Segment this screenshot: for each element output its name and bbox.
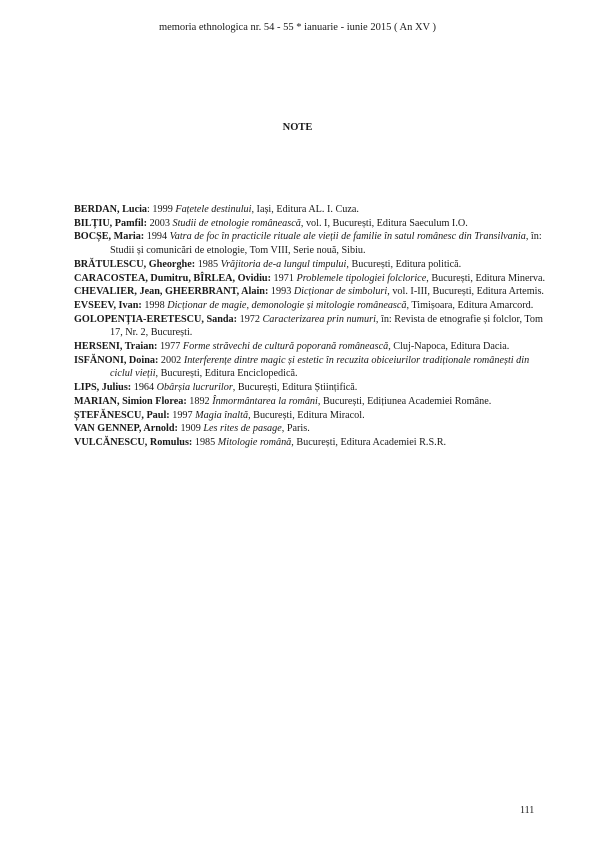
bibliography-entry [74, 217, 554, 231]
entry-publication: , București, Editura Minerva. [426, 272, 546, 284]
entry-author: EVSEEV, Ivan: [74, 299, 142, 311]
bibliography-entry [74, 258, 554, 272]
entry-publication: , București, Editura Științifică. [232, 382, 358, 394]
entry-publication: , Iași, Editura AL. I. Cuza. [251, 204, 359, 215]
entry-title: Vrăjitoria de-a lungul timpului [220, 258, 347, 270]
bibliography-entry [74, 436, 554, 450]
bibliography-entry [74, 272, 554, 286]
entry-author: CARACOSTEA, Dumitru, BÎRLEA, Ovidiu: [74, 272, 271, 284]
running-header: memoria ethnologica nr. 54 - 55 * ianuarie - iunie 2015 ( An XV ) [158, 22, 437, 33]
entry-title: Les rites de pasage [203, 423, 282, 435]
entry-author: BERDAN, Lucia [74, 204, 148, 215]
entry-year: : 1999 [147, 204, 176, 215]
entry-year: 2002 [158, 354, 184, 366]
entry-year: 1985 [192, 436, 218, 448]
bibliography-entry [74, 299, 554, 313]
entry-title: Studii de etnologie românească [172, 217, 301, 229]
entry-publication: , vol. I-III, București, Editura Artemis. [387, 286, 544, 298]
entry-publication: , București, Editura Miracol. [248, 409, 365, 421]
bibliography-entry [74, 422, 554, 436]
entry-author: GOLOPENȚIA-ERETESCU, Sanda: [74, 313, 238, 325]
entry-title: Fațetele destinului [175, 204, 252, 215]
entry-title: Dicționar de magie, demonologie și mitologie românească [167, 299, 407, 311]
entry-year: 1997 [169, 409, 196, 421]
entry-publication: , Cluj-Napoca, Editura Dacia. [388, 341, 510, 353]
entry-year: 1998 [141, 299, 168, 311]
entry-title: Forme străvechi de cultură poporană românească [182, 341, 389, 353]
entry-year: 1971 [271, 272, 297, 284]
entry-title: Caracterizarea prin numuri [262, 313, 376, 325]
entry-author: CHEVALIER, Jean, GHEERBRANT, Alain: [74, 286, 269, 298]
entry-publication: , Timișoara, Editura Amarcord. [406, 299, 534, 311]
entry-author: BOCȘE, Maria: [74, 231, 145, 243]
bibliography-entry [74, 354, 554, 381]
entry-year: 1892 [186, 395, 213, 407]
entry-publication: , București, Editura politică. [346, 258, 462, 270]
bibliography-entry [74, 409, 554, 423]
entry-title: Problemele tipologiei folclorice [296, 272, 427, 284]
entry-publication: , București, Edițiunea Academiei Române. [317, 395, 492, 407]
entry-publication: , vol. I, București, Editura Saeculum I.O. [300, 217, 468, 229]
bibliography-entry [74, 203, 554, 217]
bibliography-list [74, 203, 554, 450]
entry-author: BRĂTULESCU, Gheorghe: [74, 258, 196, 270]
section-title: NOTE [282, 122, 313, 133]
entry-title: Mitologie română [217, 436, 292, 448]
entry-year: 2003 [147, 217, 173, 229]
bibliography-entry [74, 230, 554, 257]
entry-publication: , în: Studii și comunicări de etnologie, Tom VIII, Serie nouă, Sibiu. [110, 231, 542, 257]
entry-author: HERSENI, Traian: [74, 341, 158, 353]
entry-author: LIPS, Julius: [74, 382, 132, 394]
entry-title: Obârșia lucrurilor [156, 382, 233, 394]
entry-author: VULCĂNESCU, Romulus: [74, 436, 193, 448]
entry-publication: , în: Revista de etnografie și folclor, Tom 17, Nr. 2, București. [110, 313, 543, 339]
entry-author: VAN GENNEP, Arnold: [74, 423, 178, 435]
entry-author: ȘTEFĂNESCU, Paul: [74, 409, 170, 421]
entry-author: ISFĂNONI, Doina: [74, 354, 159, 366]
entry-title: Interferențe dintre magic și estetic în recuzita obiceiurilor tradiționale românești din ciclul vieții [110, 354, 530, 380]
entry-year: 1994 [144, 231, 170, 243]
entry-title: Dicționar de simboluri [293, 286, 388, 298]
entry-publication: , Paris. [281, 423, 310, 435]
entry-title: Vatra de foc în practicile rituale ale vieții de familie în satul românesc din Transilvania [169, 231, 526, 243]
bibliography-entry [74, 395, 554, 409]
entry-publication: , București, Editura Academiei R.S.R. [291, 436, 447, 448]
bibliography-entry [74, 313, 554, 340]
entry-author: BILȚIU, Pamfil: [74, 217, 148, 229]
entry-publication: , București, Editura Enciclopedică. [155, 368, 298, 380]
entry-year: 1977 [157, 341, 183, 353]
page-number: 111 [520, 805, 535, 816]
bibliography-entry [74, 381, 554, 395]
bibliography-entry [74, 285, 554, 299]
entry-author: MARIAN, Simion Florea: [74, 395, 187, 407]
entry-title: Magia înaltă [195, 409, 249, 421]
entry-year: 1985 [195, 258, 221, 270]
entry-year: 1964 [131, 382, 157, 394]
entry-year: 1972 [237, 313, 263, 325]
entry-year: 1993 [268, 286, 294, 298]
entry-title: Înmormântarea la români [212, 395, 318, 407]
entry-year: 1909 [177, 423, 204, 435]
bibliography-entry [74, 340, 554, 354]
